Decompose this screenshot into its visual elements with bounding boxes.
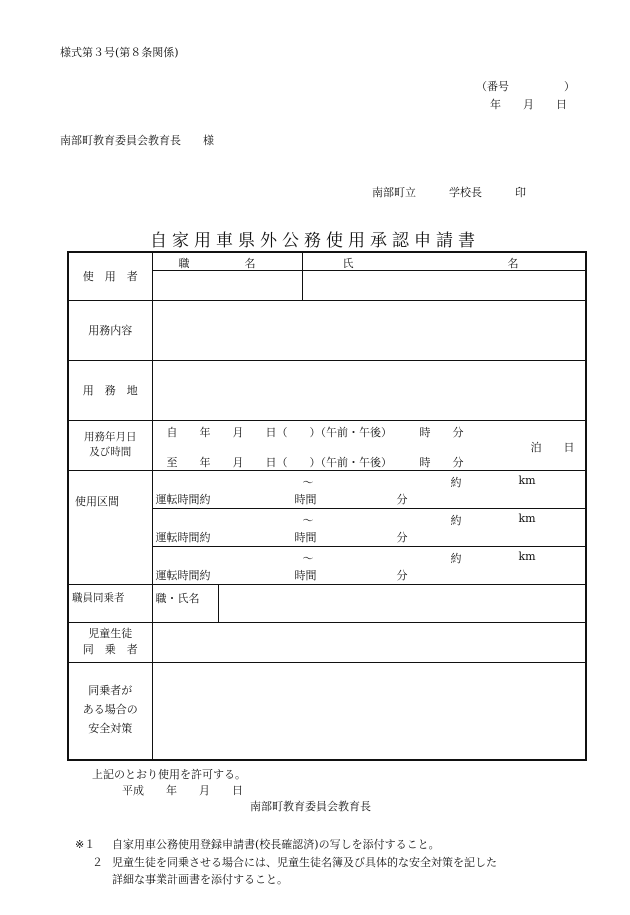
number-field: （番号 ） (476, 80, 575, 93)
approval-date: 平成 年 月 日 (122, 784, 243, 797)
drive-hours: 時間 (294, 530, 317, 544)
document-title: 自家用車県外公務使用承認申請書 (150, 231, 480, 251)
safety-measures-field[interactable] (152, 662, 586, 760)
route-km: km (518, 511, 536, 525)
name-header: 氏 名 (342, 257, 519, 270)
to-row: 至 年 月 日（ ）（午前・午後） 時 分 (166, 455, 464, 469)
name-field[interactable] (302, 270, 586, 300)
addressee: 南部町教育委員会教育長 様 (60, 134, 214, 147)
application-form (67, 251, 587, 761)
drive-minutes: 分 (396, 492, 408, 506)
duty-content-label: 用務内容 (68, 300, 152, 360)
safety-measures-label: 同乗者が ある場合の 安全対策 (68, 662, 152, 760)
staff-job-name-cell (152, 584, 218, 622)
form-number: 様式第３号(第８条関係) (60, 46, 179, 59)
job-header-cell (152, 252, 302, 270)
route-approx: 約 (450, 551, 462, 565)
job-header: 職 名 (178, 257, 256, 270)
drive-time: 運転時間約 (155, 530, 211, 544)
drive-hours: 時間 (294, 492, 317, 506)
from-row: 自 年 月 日（ ）（午前・午後） 時 分 (166, 425, 464, 439)
route-field[interactable] (152, 470, 586, 584)
period-label: 用務年月日 及び時間 (68, 420, 152, 470)
route-tilde: 〜 (302, 551, 314, 565)
drive-minutes: 分 (396, 568, 408, 582)
stay-nights: 泊 日 (530, 440, 575, 454)
note-2-mark: ２ (92, 856, 103, 869)
staff-job-name-label: 職・氏名 (155, 591, 200, 605)
duty-content-field[interactable] (152, 300, 586, 360)
note-2-line-2: 詳細な事業計画書を添付すること。 (112, 873, 288, 886)
section-label: 使用区間 (68, 470, 152, 584)
drive-time: 運転時間約 (155, 492, 211, 506)
drive-minutes: 分 (396, 530, 408, 544)
route-km: km (518, 473, 536, 487)
drive-time: 運転時間約 (155, 568, 211, 582)
date-field: 年 月 日 (490, 98, 567, 111)
approval-signer: 南部町教育委員会教育長 (250, 800, 371, 813)
student-passenger-label: 児童生徒 同 乗 者 (68, 622, 152, 662)
drive-hours: 時間 (294, 568, 317, 582)
note-1-mark: ※１ (75, 838, 96, 851)
route-tilde: 〜 (302, 475, 314, 489)
route-tilde: 〜 (302, 513, 314, 527)
note-1: 自家用車公務使用登録申請書(校長確認済)の写しを添付すること。 (112, 838, 440, 851)
approval-text: 上記のとおり使用を許可する。 (92, 768, 246, 781)
route-approx: 約 (450, 475, 462, 489)
staff-passenger-label: 職員同乗者 (68, 584, 152, 622)
job-field[interactable] (152, 270, 302, 300)
note-2-line-1: 児童生徒を同乗させる場合には、児童生徒名簿及び具体的な安全対策を記した (112, 856, 497, 869)
applicant: 南部町立 学校長 印 (372, 186, 526, 199)
route-approx: 約 (450, 513, 462, 527)
route-km: km (518, 549, 536, 563)
name-header-cell (302, 252, 586, 270)
duty-place-label: 用 務 地 (68, 360, 152, 420)
duty-place-field[interactable] (152, 360, 586, 420)
student-passenger-field[interactable] (152, 622, 586, 662)
staff-passenger-field[interactable] (218, 584, 586, 622)
period-field[interactable] (152, 420, 586, 470)
user-label: 使 用 者 (68, 252, 152, 300)
